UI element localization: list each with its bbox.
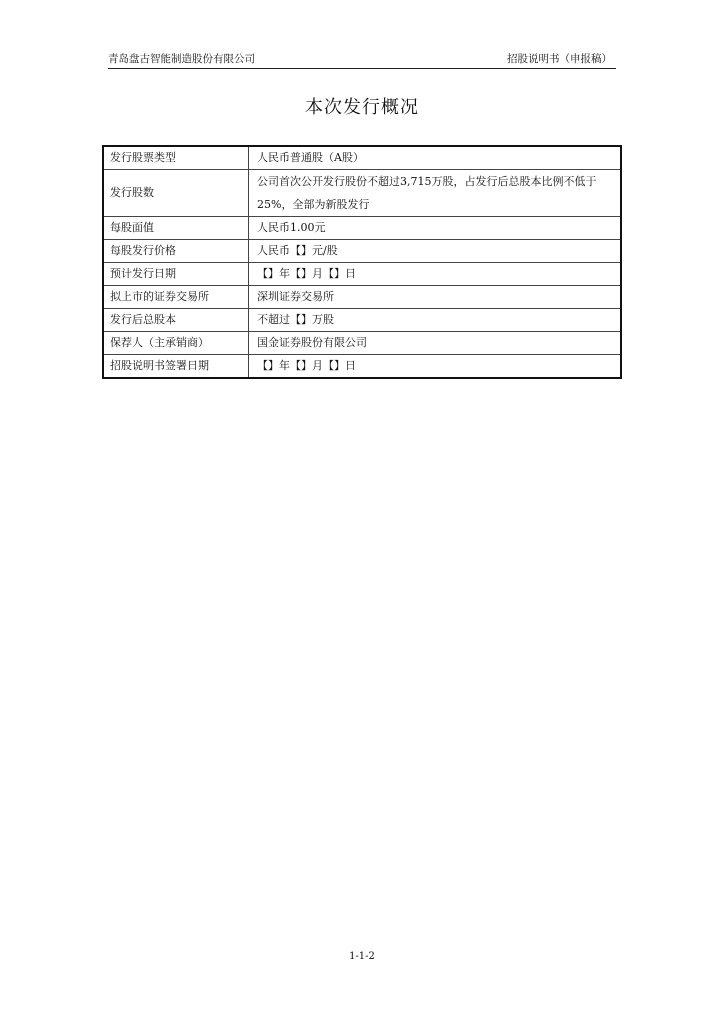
row-label: 保荐人（主承销商） — [103, 332, 249, 355]
table-row — [103, 217, 621, 240]
table-row — [103, 355, 621, 379]
row-value: 不超过【】万股 — [249, 309, 622, 332]
row-value: 深圳证券交易所 — [249, 286, 622, 309]
row-label: 预计发行日期 — [103, 263, 249, 286]
table-row — [103, 263, 621, 286]
row-label: 发行后总股本 — [103, 309, 249, 332]
table-row — [103, 240, 621, 263]
offering-overview-table — [102, 145, 622, 379]
row-label: 每股发行价格 — [103, 240, 249, 263]
row-value: 【】年【】月【】日 — [249, 355, 622, 379]
row-value: 人民币【】元/股 — [249, 240, 622, 263]
row-value: 【】年【】月【】日 — [249, 263, 622, 286]
row-value: 公司首次公开发行股份不超过3,715万股，占发行后总股本比例不低于25%，全部为新股发行 — [249, 170, 622, 217]
row-value: 人民币普通股（A股） — [249, 146, 622, 170]
row-label: 发行股数 — [103, 170, 249, 217]
table-row — [103, 170, 621, 217]
page-title: 本次发行概况 — [305, 97, 419, 118]
table-row — [103, 309, 621, 332]
page-number: 1-1-2 — [349, 951, 375, 962]
page-header — [108, 50, 616, 69]
row-label: 发行股票类型 — [103, 146, 249, 170]
row-label: 每股面值 — [103, 217, 249, 240]
row-value: 人民币1.00元 — [249, 217, 622, 240]
row-value: 国金证券股份有限公司 — [249, 332, 622, 355]
header-company-name: 青岛盘古智能制造股份有限公司 — [108, 53, 255, 65]
table-row — [103, 286, 621, 309]
header-document-type: 招股说明书（申报稿） — [507, 53, 612, 65]
row-label: 招股说明书签署日期 — [103, 355, 249, 379]
table-row — [103, 332, 621, 355]
table-row — [103, 146, 621, 170]
row-label: 拟上市的证券交易所 — [103, 286, 249, 309]
